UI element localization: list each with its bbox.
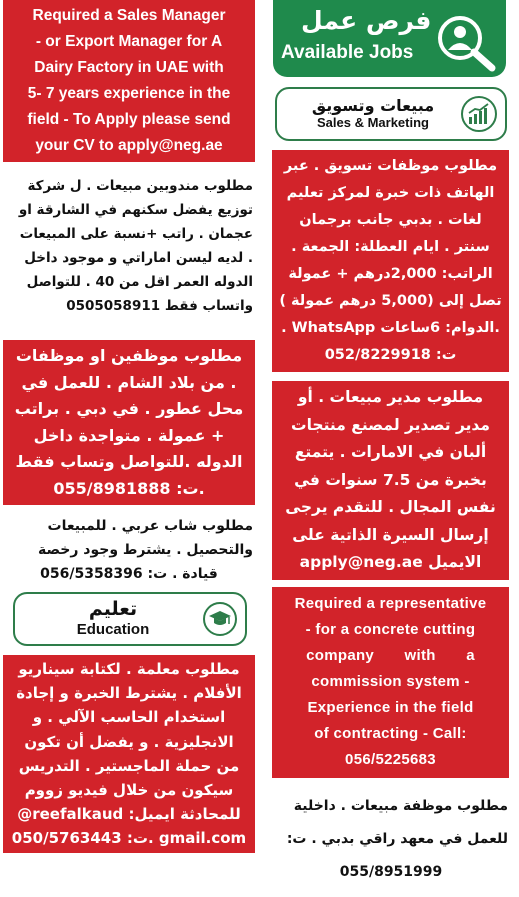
ad-line: إرسال السيرة الذاتية على: [292, 525, 489, 544]
ad-line: - or Export Manager for A: [35, 33, 223, 50]
ad-concrete-cutting-rep: [272, 587, 509, 778]
ad-line: الايميل apply@neg.ae: [299, 553, 482, 571]
ad-line: مطلوب مدير مبيعات . أو: [297, 388, 484, 406]
ad-line: - for a concrete cutting: [305, 621, 476, 638]
ad-line: Required a representative: [294, 595, 487, 612]
ad-telemarketing-language-center: [272, 150, 509, 372]
ad-line: لغات . بدبي جانب برجمان: [299, 212, 482, 228]
category-header-education: [13, 592, 247, 646]
ad-line: commission system -: [311, 673, 470, 690]
ad-line: field - To Apply please send: [27, 111, 231, 128]
ad-line: 5- 7 years experience in the: [27, 85, 231, 102]
ad-line: تصل إلى (5,000 درهم عمولة ): [279, 293, 502, 309]
ad-line: عجمان . راتب +نسبة على المبيعات: [19, 226, 253, 242]
ad-line: مطلوب معلمة . لكتابة سيناريو: [18, 660, 240, 678]
category-header-sales-marketing: [275, 87, 507, 141]
ad-internal-sales-institute: [274, 790, 508, 889]
ad-line: مطلوب موظفين او موظفات: [15, 346, 243, 365]
ad-line: Required a Sales Manager: [32, 7, 226, 24]
ad-perfume-shop-staff: [3, 340, 255, 505]
category-title-en: Education: [76, 621, 150, 639]
category-title-ar: تعليم: [88, 598, 138, 621]
ad-line: والتحصيل . يشترط وجود رخصة: [37, 542, 253, 558]
ad-line: مطلوب شاب عربي . للمبيعات: [47, 518, 253, 534]
category-title-ar: مبيعات وتسويق: [311, 96, 435, 116]
ad-line: للمحادثة ايميل: reefalkaud@: [17, 805, 241, 824]
ad-line: سيكون من خلال فيديو زووم: [24, 781, 234, 800]
ad-line: من حملة الماجستير . التدريس: [18, 756, 240, 775]
ad-line: الهاتف ذات خبرة لمركز تعليم: [286, 185, 495, 201]
ad-line: واتساب فقط 0505058911: [66, 298, 253, 314]
ad-line: الأفلام . يشترط الخبرة و إجادة: [16, 684, 242, 703]
ad-line: الراتب: 2,000درهم + عمولة: [288, 266, 493, 282]
ad-line: الدوله العمر اقل من 40 . للتواصل: [26, 274, 253, 290]
ad-line: . من بلاد الشام . للعمل في: [21, 372, 237, 392]
ad-line: company with a: [306, 647, 475, 664]
growth-chart-icon: [461, 96, 497, 132]
ad-line: Experience in the field: [307, 699, 474, 716]
ad-line: بخبرة من 7.5 سنوات في: [294, 470, 487, 489]
ad-line: .الدوام: 6ساعات WhatsApp .: [281, 320, 500, 336]
ad-line: سنتر . ايام العطلة: الجمعة .: [291, 239, 490, 255]
category-title-en: Sales & Marketing: [317, 114, 429, 130]
ad-sales-manager-en: [3, 0, 255, 162]
ad-line: 056/5225683: [345, 751, 436, 768]
graduation-cap-icon: [203, 602, 237, 636]
ad-line: مدير تصدير لمصنع منتجات: [291, 415, 490, 434]
ad-line: للعمل في معهد راقي بدبي . ت:: [286, 831, 508, 847]
ad-line: ت: 052/8229918: [324, 347, 457, 363]
job-search-magnifier-icon: [432, 12, 498, 76]
ad-teacher-screenwriting: [3, 655, 255, 853]
ad-line: الانجليزية . و يفضل أن تكون: [24, 732, 234, 751]
ad-line: قيادة . ت: 056/5358396: [40, 566, 218, 582]
ad-line: Dairy Factory in UAE with: [34, 59, 224, 76]
category-labels: [23, 599, 203, 638]
ad-line: of contracting - Call:: [314, 725, 467, 742]
ad-line: . لديه ليسن اماراتي و موجود داخل: [24, 250, 253, 266]
ad-sales-manager-ar: [272, 381, 509, 580]
ad-line: .ت: 055/8981888: [53, 478, 205, 498]
available-jobs-banner: [273, 0, 506, 77]
ad-line: gmail.com .ت: 050/5763443: [11, 829, 247, 848]
ad-sales-collection: [5, 514, 253, 586]
banner-title-en: Available Jobs: [281, 42, 414, 63]
ad-line: مطلوب مندوبين مبيعات . ل شركة: [27, 178, 253, 194]
ad-sales-reps-sharjah: [5, 174, 253, 318]
ad-line: ألبان في الامارات . يتمتع: [294, 443, 487, 461]
ad-line: مطلوب موظفات تسويق . عبر: [283, 158, 498, 174]
ad-line: 055/8951999: [339, 864, 443, 880]
ad-line: توزيع يفضل سكنهم في الشارقة او: [18, 202, 253, 218]
ad-line: your CV to apply@neg.ae: [35, 137, 223, 154]
ad-line: استخدام الحاسب الآلي . و: [32, 708, 226, 727]
ad-line: مطلوب موظفة مبيعات . داخلية: [293, 798, 508, 814]
banner-title-ar: فرص عمل: [301, 6, 432, 35]
ad-line: نفس المجال . للتقدم يرجى: [285, 498, 496, 516]
ad-line: الدوله .للتواصل وتساب فقط: [15, 452, 243, 471]
category-labels: [285, 97, 461, 130]
ad-line: محل عطور . في دبي . براتب: [14, 399, 244, 418]
ad-line: + عمولة . متواجدة داخل: [33, 425, 225, 445]
